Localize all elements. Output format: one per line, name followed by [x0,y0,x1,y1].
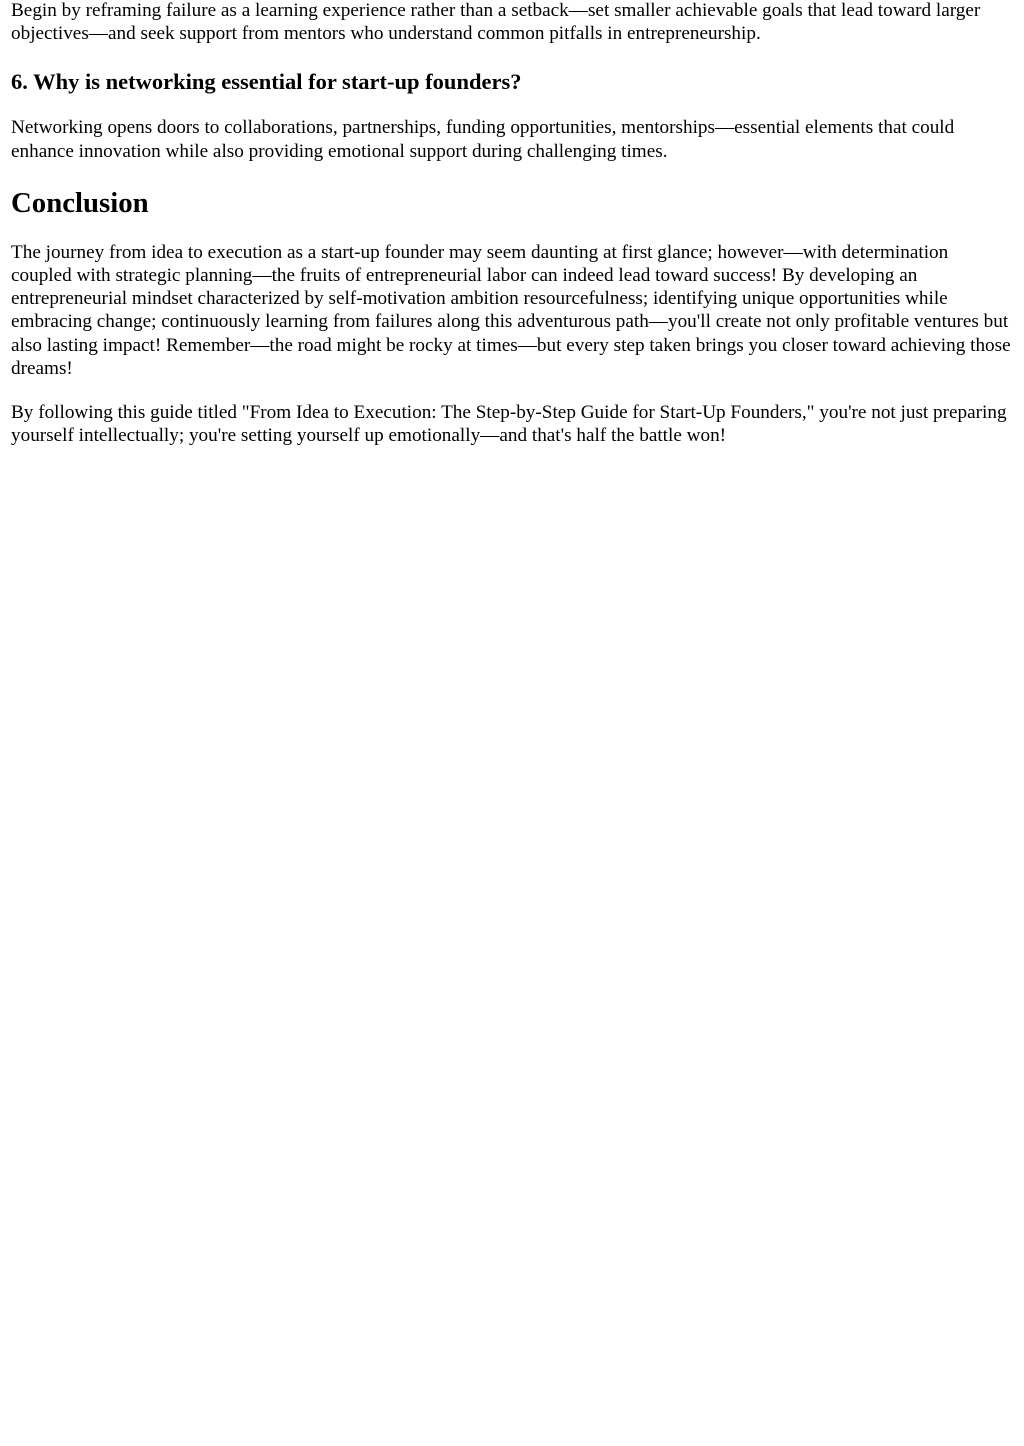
conclusion-paragraph-2: By following this guide titled "From Idea to Execution: The Step-by-Step Guide for Start-Up Founders," you're not just preparing yourself intellectually; you're setting yourself up emotionally—and that's half the battle won! [11,402,1007,447]
conclusion-paragraph-1: The journey from idea to execution as a start-up founder may seem daunting at first glance; however—with determination coupled with strategic planning—the fruits of entrepreneurial labor can indeed lead toward success! By developing an entrepreneurial mindset characterized by self-motivation ambition resourcefulness; identifying unique opportunities while embracing change; continuously learning from failures along this adventurous path—you'll create not only profitable ventures but also lasting impact! Remember—the road might be rocky at times—but every step taken brings you closer toward achieving those dreams! [11,241,1011,379]
conclusion-heading: Conclusion [11,186,149,219]
faq-6-answer: Networking opens doors to collaborations, partnerships, funding opportunities, mentorships—essential elements that could enhance innovation while also providing emotional support during challenging times. [11,117,955,162]
document-body [0,0,1024,447]
faq-6-heading: 6. Why is networking essential for start-up founders? [11,69,522,95]
intro-paragraph: Begin by reframing failure as a learning experience rather than a setback—set smaller achievable goals that lead toward larger objectives—and seek support from mentors who understand common pitfalls in entrepreneurship. [11,0,981,45]
